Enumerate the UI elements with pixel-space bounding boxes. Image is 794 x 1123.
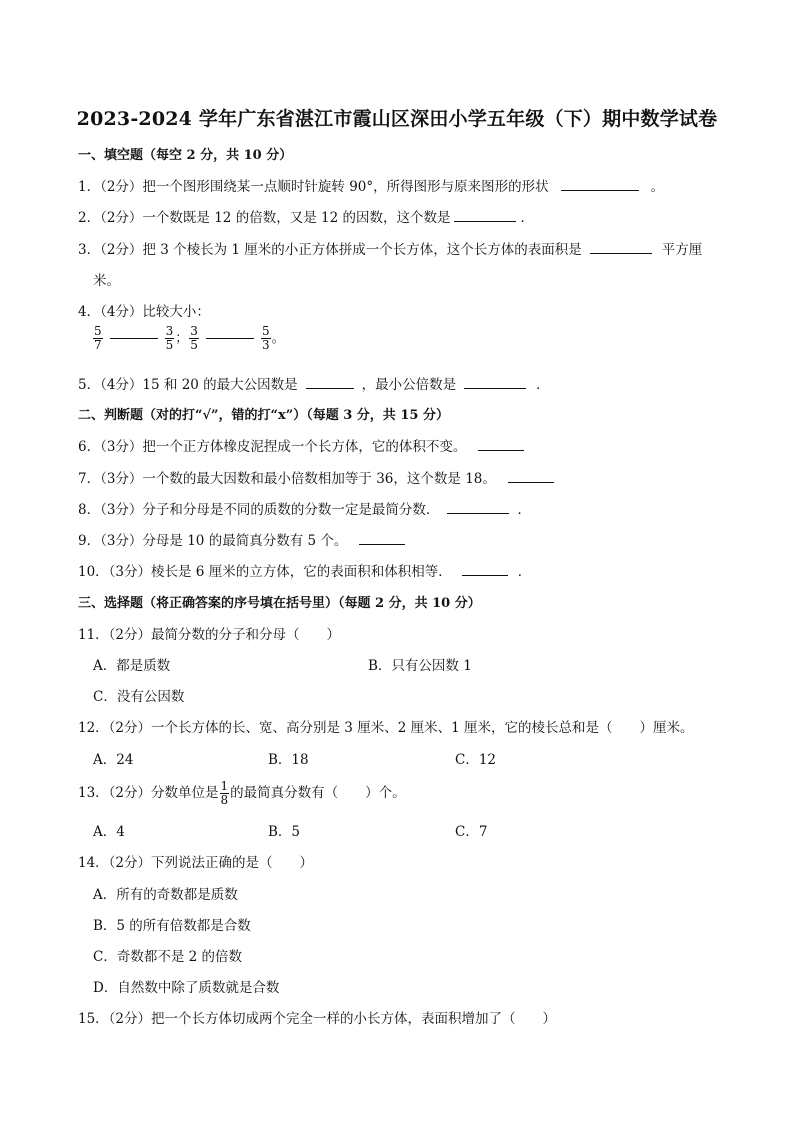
- question-3-line-2: 米。: [93, 273, 120, 289]
- question-4-end: 。: [271, 331, 285, 346]
- question-4: 4．（4分）比较大小：: [78, 304, 210, 320]
- section-true-false: 二、判断题（对的打“√”，错的打“x”）（每题 3 分，共 15 分）: [78, 408, 449, 423]
- fraction: $\frac{5}{3}$: [261, 324, 270, 352]
- answer-blank[interactable]: [462, 563, 508, 576]
- option-a[interactable]: A．都是质数: [93, 658, 171, 674]
- question-13: [78, 780, 406, 807]
- answer-blank[interactable]: [508, 470, 554, 483]
- option-c[interactable]: C．7: [455, 824, 488, 840]
- question-5-text: 5．（4分）15 和 20 的最大公因数是: [78, 377, 298, 393]
- question-5-tail: ．: [536, 377, 550, 393]
- question-13-pre: 13．（2分）分数单位是: [78, 785, 219, 801]
- question-1-tail: 。: [650, 179, 665, 195]
- option-c[interactable]: C．奇数都不是 2 的倍数: [93, 949, 243, 965]
- answer-blank[interactable]: [306, 376, 354, 389]
- answer-blank[interactable]: [454, 209, 516, 222]
- fraction: $\frac{5}{7}$: [94, 324, 102, 352]
- page-title: 2023-2024 学年广东省湛江市霞山区深田小学五年级（下）期中数学试卷: [76, 108, 718, 130]
- question-11: 11．（2分）最简分数的分子和分母（ ）: [78, 627, 341, 643]
- question-6-text: 6．（3分）把一个正方体橡皮泥捏成一个长方体，它的体积不变。: [78, 439, 467, 455]
- question-6: [78, 435, 528, 455]
- option-c[interactable]: C．没有公因数: [93, 689, 185, 705]
- question-5: [78, 373, 550, 393]
- option-b[interactable]: B．只有公因数 1: [368, 658, 472, 674]
- answer-blank[interactable]: [478, 438, 524, 451]
- question-3-text: 3．（2分）把 3 个棱长为 1 厘米的小正方体拼成一个长方体，这个长方体的表面积是: [78, 242, 582, 258]
- option-b[interactable]: B．5 的所有倍数都是合数: [93, 918, 251, 934]
- answer-blank[interactable]: [110, 338, 158, 339]
- question-13-post: 的最简真分数有（ ）个。: [230, 785, 406, 801]
- option-b[interactable]: B．18: [268, 752, 309, 768]
- question-12: 12．（2分）一个长方体的长、宽、高分别是 3 厘米、2 厘米、1 厘米，它的棱长总和是（ ）厘米。: [78, 720, 694, 736]
- option-c[interactable]: C．12: [455, 752, 497, 768]
- section-multiple-choice: 三、选择题（将正确答案的序号填在括号里）（每题 2 分，共 10 分）: [78, 596, 481, 611]
- question-2-tail: ．: [520, 210, 534, 226]
- answer-blank[interactable]: [447, 501, 509, 514]
- question-10: [78, 560, 531, 580]
- fraction: $\frac{3}{5}$: [190, 324, 198, 352]
- answer-blank[interactable]: [561, 178, 639, 191]
- fraction: $\frac{1}{8}$: [220, 779, 229, 807]
- question-9-text: 9．（3分）分母是 10 的最简真分数有 5 个。: [78, 533, 348, 549]
- answer-blank[interactable]: [464, 376, 526, 389]
- question-3-tail: 平方厘: [661, 242, 703, 258]
- question-1: [78, 175, 664, 195]
- question-5-mid: ，最小公倍数是: [361, 377, 457, 393]
- question-10-tail: ．: [517, 564, 532, 580]
- fraction: $\frac{3}{5}$: [165, 324, 174, 352]
- question-2-text: 2．（2分）一个数既是 12 的倍数，又是 12 的因数，这个数是: [78, 210, 451, 226]
- question-10-text: 10．（3分）棱长是 6 厘米的立方体，它的表面积和体积相等．: [78, 564, 452, 580]
- question-8: [78, 498, 531, 518]
- question-15: 15．（2分）把一个长方体切成两个完全一样的小长方体，表面积增加了（ ）: [78, 1011, 557, 1027]
- question-9: [78, 529, 409, 549]
- section-fill-blank: 一、填空题（每空 2 分，共 10 分）: [78, 148, 293, 163]
- answer-blank[interactable]: [206, 338, 254, 339]
- question-3: [78, 238, 702, 258]
- option-d[interactable]: D．自然数中除了质数就是合数: [93, 980, 280, 996]
- question-7-text: 7．（3分）一个数的最大因数和最小倍数相加等于 36，这个数是 18。: [78, 471, 496, 487]
- option-b[interactable]: B．5: [268, 824, 301, 840]
- answer-blank[interactable]: [590, 241, 652, 254]
- question-8-text: 8．（3分）分子和分母是不同的质数的分数一定是最简分数．: [78, 502, 440, 518]
- option-a[interactable]: A．4: [93, 824, 125, 840]
- question-4-comparisons: [92, 325, 285, 352]
- question-14: 14．（2分）下列说法正确的是（ ）: [78, 855, 314, 871]
- answer-blank[interactable]: [359, 532, 405, 545]
- option-a[interactable]: A．24: [93, 752, 134, 768]
- question-8-tail: ．: [517, 502, 531, 518]
- question-1-text: 1．（2分）把一个图形围绕某一点顺时针旋转 90°，所得图形与原来图形的形状: [78, 179, 549, 195]
- separator: ；: [175, 331, 189, 346]
- question-7: [78, 467, 558, 487]
- question-2: [78, 206, 534, 226]
- option-a[interactable]: A．所有的奇数都是质数: [93, 887, 238, 903]
